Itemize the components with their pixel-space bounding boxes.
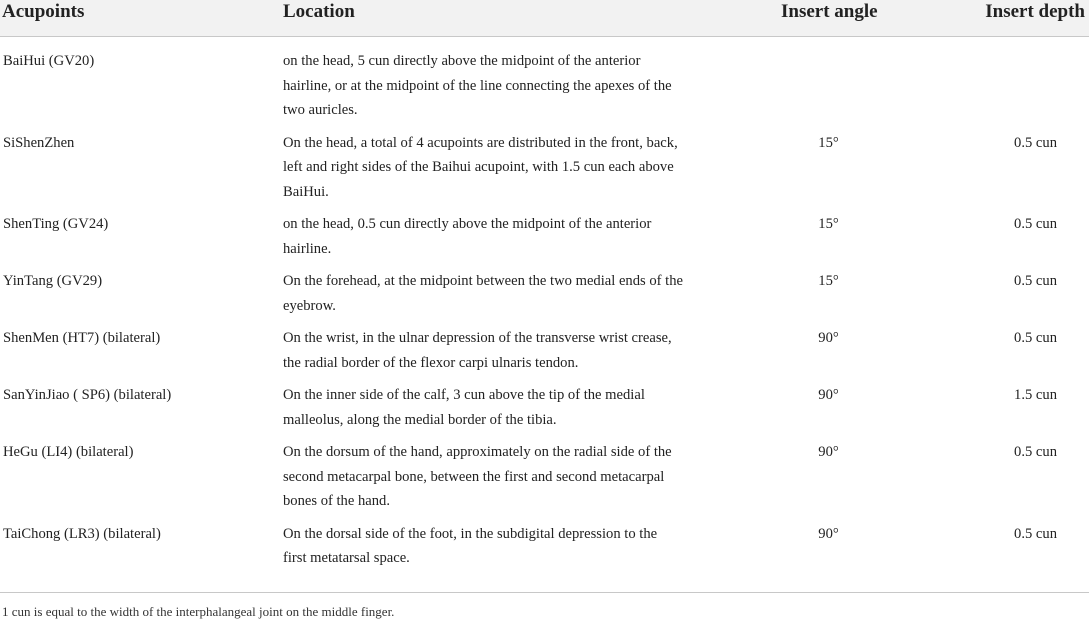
angle-cell: 15° [818, 216, 839, 232]
location-cell: On the forehead, at the midpoint between the two medial ends of the eyebrow. [283, 273, 683, 314]
location-cell: on the head, 0.5 cun directly above the midpoint of the anterior hairline. [283, 216, 652, 257]
table-row [0, 522, 1089, 571]
location-cell: On the inner side of the calf, 3 cun above the tip of the medial malleolus, along the medial border of the tibia. [283, 387, 645, 428]
acupoint-cell: SiShenZhen [3, 134, 75, 151]
acupoint-cell: TaiChong (LR3) (bilateral) [3, 525, 161, 542]
location-cell: On the head, a total of 4 acupoints are distributed in the front, back, left and right sides of the Baihui acupoint, with 1.5 cun each above BaiHui. [283, 134, 678, 200]
depth-cell: 0.5 cun [1014, 525, 1057, 542]
table-row [0, 269, 1089, 318]
table-row [0, 440, 1089, 514]
location-cell: On the wrist, in the ulnar depression of the transverse wrist crease, the radial border of the flexor carpi ulnaris tendon. [283, 330, 672, 371]
acupoint-cell: ShenTing (GV24) [3, 216, 109, 232]
depth-cell: 0.5 cun [1014, 273, 1057, 289]
location-cell: On the dorsal side of the foot, in the subdigital depression to the first metatarsal space. [283, 525, 658, 566]
acupoint-cell: BaiHui (GV20) [3, 53, 95, 69]
depth-cell: 1.5 cun [1014, 387, 1057, 403]
angle-cell: 90° [818, 387, 839, 403]
acupoint-cell: HeGu (LI4) (bilateral) [3, 444, 134, 460]
depth-cell: 0.5 cun [1014, 444, 1057, 460]
acupoint-cell: SanYinJiao ( SP6) (bilateral) [3, 387, 172, 403]
header-insert-depth: Insert depth [985, 1, 1085, 22]
angle-cell: 90° [818, 330, 839, 346]
table-bottom-divider [0, 592, 1089, 593]
depth-cell: 0.5 cun [1014, 134, 1057, 151]
acupoint-cell: ShenMen (HT7) (bilateral) [3, 330, 161, 346]
depth-cell: 0.5 cun [1014, 216, 1057, 232]
angle-cell: 90° [818, 525, 839, 542]
table-row [0, 212, 1089, 261]
table-footnote: 1 cun is equal to the width of the interphalangeal joint on the middle finger. [2, 604, 395, 619]
table-row [0, 326, 1089, 375]
location-cell: on the head, 5 cun directly above the midpoint of the anterior hairline, or at the midpoint of the line connecting the apexes of the two auricles. [283, 53, 672, 118]
header-insert-angle: Insert angle [781, 1, 878, 22]
acupoint-cell: YinTang (GV29) [3, 273, 103, 289]
header-location: Location [283, 1, 355, 22]
table-row [0, 49, 1089, 123]
table-row [0, 383, 1089, 432]
header-acupoints: Acupoints [2, 1, 85, 22]
table-body [0, 49, 1089, 571]
location-cell: On the dorsum of the hand, approximately on the radial side of the second metacarpal bone, between the first and second metacarpal bones of the hand. [283, 444, 672, 509]
angle-cell: 15° [818, 273, 839, 289]
depth-cell: 0.5 cun [1014, 330, 1057, 346]
table-header [0, 0, 1089, 37]
table-row [0, 131, 1089, 205]
angle-cell: 15° [818, 134, 839, 151]
angle-cell: 90° [818, 444, 839, 460]
